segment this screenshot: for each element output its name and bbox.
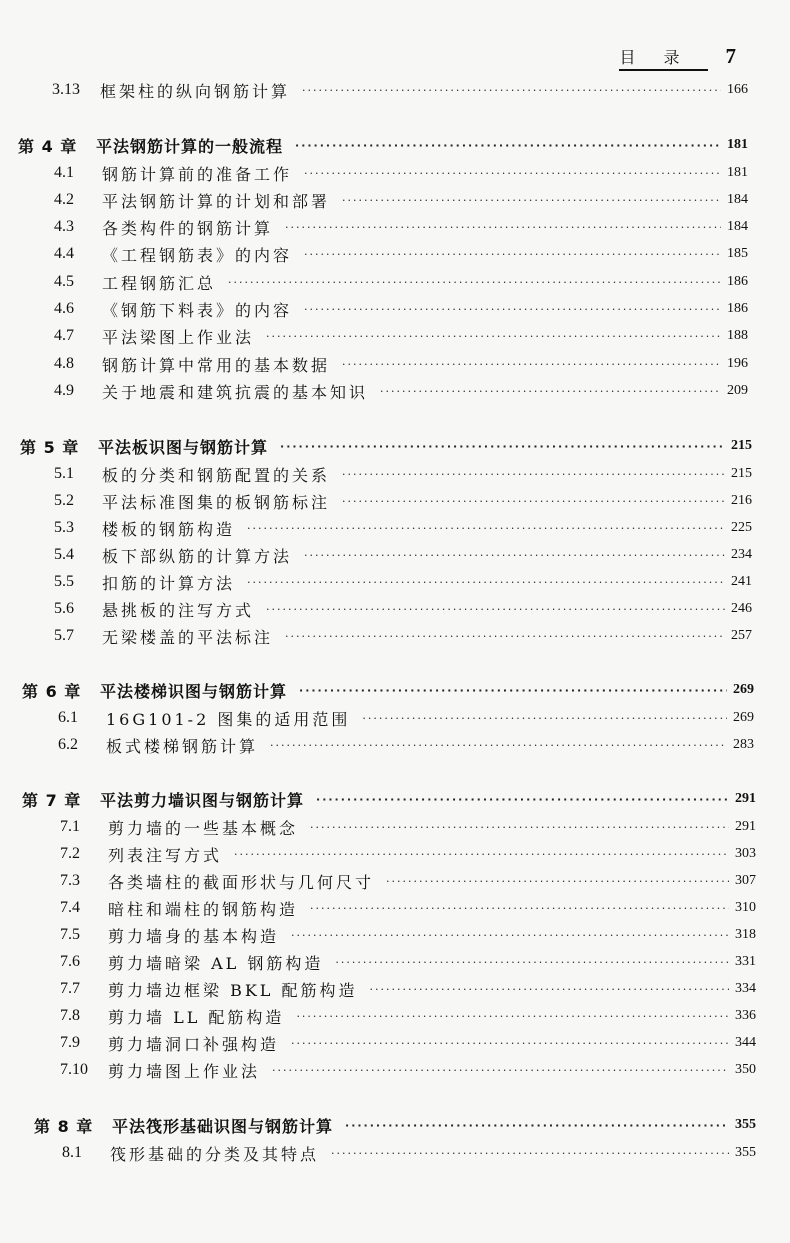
- dot-leader: [342, 495, 725, 508]
- dot-leader: [266, 603, 725, 616]
- toc-chapter[interactable]: [20, 433, 752, 459]
- toc-entry[interactable]: [54, 214, 748, 240]
- section-title: 平法标准图集的板钢筋标注: [102, 492, 331, 512]
- page-ref: 225: [731, 520, 752, 535]
- section-number: 5.3: [54, 519, 74, 536]
- toc-entry[interactable]: [54, 323, 748, 349]
- dot-leader: [272, 1064, 729, 1077]
- toc-entry[interactable]: [54, 160, 748, 186]
- chapter-title: 平法钢筋计算的一般流程: [96, 136, 284, 156]
- page-number: 7: [725, 44, 736, 68]
- section-title: 钢筋计算中常用的基本数据: [102, 355, 331, 375]
- toc-entry[interactable]: [52, 77, 748, 103]
- running-title: 目录: [619, 45, 707, 71]
- toc-entry[interactable]: [60, 949, 756, 975]
- page-ref: 181: [727, 165, 748, 180]
- toc-entry[interactable]: [54, 542, 752, 568]
- page-ref: 188: [727, 328, 748, 343]
- toc-entry[interactable]: [60, 922, 756, 948]
- dot-leader: [370, 983, 729, 996]
- section-title: 平法梁图上作业法: [102, 327, 255, 347]
- page-ref: 184: [727, 192, 748, 207]
- dot-leader: [316, 793, 729, 806]
- section-title: 剪力墙的一些基本概念: [108, 818, 299, 838]
- toc-entry[interactable]: [54, 569, 752, 595]
- section-title: 剪力墙暗梁 AL 钢筋构造: [108, 953, 324, 973]
- section-title: 板式楼梯钢筋计算: [106, 736, 259, 756]
- section-title: 剪力墙图上作业法: [108, 1061, 261, 1081]
- section-title: 各类构件的钢筋计算: [102, 218, 274, 238]
- page-ref: 303: [735, 846, 756, 861]
- toc-entry[interactable]: [54, 269, 748, 295]
- chapter-number: 第 7 章: [22, 790, 82, 810]
- toc-entry[interactable]: [58, 732, 754, 758]
- toc-entry[interactable]: [54, 296, 748, 322]
- page-ref: 334: [735, 981, 756, 996]
- section-title: 《钢筋下料表》的内容: [102, 300, 293, 320]
- page-ref: 181: [727, 137, 748, 152]
- toc-chapter[interactable]: [34, 1112, 756, 1138]
- dot-leader: [342, 194, 721, 207]
- dot-leader: [310, 902, 729, 915]
- section-title: 暗柱和端柱的钢筋构造: [108, 899, 299, 919]
- toc-entry[interactable]: [60, 868, 756, 894]
- section-title: 剪力墙身的基本构造: [108, 926, 280, 946]
- page-ref: 186: [727, 274, 748, 289]
- page-ref: 283: [733, 737, 754, 752]
- section-title: 16G101-2 图集的适用范围: [106, 709, 351, 729]
- toc-entry[interactable]: [54, 187, 748, 213]
- section-number: 7.10: [60, 1061, 88, 1078]
- section-title: 剪力墙 LL 配筋构造: [108, 1007, 285, 1027]
- page-ref: 166: [727, 82, 748, 97]
- section-number: 6.1: [58, 709, 78, 726]
- section-title: 列表注写方式: [108, 845, 223, 865]
- page-ref: 215: [731, 466, 752, 481]
- section-title: 各类墙柱的截面形状与几何尺寸: [108, 872, 375, 892]
- toc-chapter[interactable]: [22, 786, 756, 812]
- chapter-title: 平法板识图与钢筋计算: [98, 437, 269, 457]
- page-ref: 350: [735, 1062, 756, 1077]
- toc-entry[interactable]: [60, 895, 756, 921]
- section-number: 7.9: [60, 1034, 80, 1051]
- dot-leader: [299, 684, 727, 697]
- section-number: 4.3: [54, 218, 74, 235]
- dot-leader: [335, 956, 729, 969]
- dot-leader: [295, 139, 721, 152]
- dot-leader: [266, 330, 721, 343]
- dot-leader: [380, 385, 721, 398]
- section-number: 5.5: [54, 573, 74, 590]
- section-title: 平法钢筋计算的计划和部署: [102, 191, 331, 211]
- page-ref: 215: [731, 438, 752, 453]
- section-number: 5.6: [54, 600, 74, 617]
- toc-entry[interactable]: [54, 378, 748, 404]
- page-ref: 196: [727, 356, 748, 371]
- section-title: 关于地震和建筑抗震的基本知识: [102, 382, 369, 402]
- toc-entry[interactable]: [62, 1140, 756, 1166]
- section-number: 6.2: [58, 736, 78, 753]
- dot-leader: [285, 221, 721, 234]
- section-number: 5.7: [54, 627, 74, 644]
- page-ref: 291: [735, 819, 756, 834]
- section-number: 8.1: [62, 1144, 82, 1161]
- dot-leader: [342, 358, 721, 371]
- section-title: 悬挑板的注写方式: [102, 600, 255, 620]
- toc-chapter[interactable]: [18, 132, 748, 158]
- toc-entry[interactable]: [54, 488, 752, 514]
- toc-entry[interactable]: [58, 705, 754, 731]
- chapter-title: 平法剪力墙识图与钢筋计算: [100, 790, 305, 810]
- section-number: 3.13: [52, 81, 80, 98]
- dot-leader: [247, 522, 725, 535]
- section-title: 剪力墙洞口补强构造: [108, 1034, 280, 1054]
- page-ref: 336: [735, 1008, 756, 1023]
- toc-chapter[interactable]: [22, 677, 754, 703]
- section-number: 7.5: [60, 926, 80, 943]
- page-ref: 355: [735, 1117, 756, 1132]
- chapter-title: 平法筏形基础识图与钢筋计算: [112, 1116, 334, 1136]
- section-number: 7.2: [60, 845, 80, 862]
- section-number: 4.8: [54, 355, 74, 372]
- toc-entry[interactable]: [54, 515, 752, 541]
- section-number: 7.7: [60, 980, 80, 997]
- page-ref: 291: [735, 791, 756, 806]
- section-title: 板下部纵筋的计算方法: [102, 546, 293, 566]
- section-number: 4.5: [54, 273, 74, 290]
- dot-leader: [280, 440, 725, 453]
- page-ref: 344: [735, 1035, 756, 1050]
- toc-entry[interactable]: [60, 1003, 756, 1029]
- dot-leader: [342, 468, 725, 481]
- page-ref: 185: [727, 246, 748, 261]
- toc-entry[interactable]: [54, 623, 752, 649]
- dot-leader: [228, 276, 721, 289]
- page-ref: 269: [733, 682, 754, 697]
- section-number: 5.4: [54, 546, 74, 563]
- section-title: 楼板的钢筋构造: [102, 519, 236, 539]
- page-header: [619, 44, 736, 71]
- chapter-number: 第 6 章: [22, 681, 82, 701]
- section-title: 筏形基础的分类及其特点: [110, 1144, 320, 1164]
- dot-leader: [304, 167, 721, 180]
- page-ref: 310: [735, 900, 756, 915]
- section-title: 框架柱的纵向钢筋计算: [100, 81, 291, 101]
- dot-leader: [291, 1037, 729, 1050]
- chapter-number: 第 4 章: [18, 136, 78, 156]
- dot-leader: [247, 576, 725, 589]
- page-ref: 246: [731, 601, 752, 616]
- section-title: 《工程钢筋表》的内容: [102, 245, 293, 265]
- toc-entry[interactable]: [60, 841, 756, 867]
- dot-leader: [270, 739, 727, 752]
- dot-leader: [302, 84, 721, 97]
- dot-leader: [304, 549, 725, 562]
- section-number: 4.4: [54, 245, 74, 262]
- dot-leader: [362, 712, 727, 725]
- dot-leader: [234, 848, 729, 861]
- page-ref: 184: [727, 219, 748, 234]
- toc-entry[interactable]: [54, 351, 748, 377]
- section-number: 4.1: [54, 164, 74, 181]
- section-title: 无梁楼盖的平法标注: [102, 627, 274, 647]
- section-number: 4.2: [54, 191, 74, 208]
- chapter-title: 平法楼梯识图与钢筋计算: [100, 681, 288, 701]
- page-ref: 209: [727, 383, 748, 398]
- page-ref: 216: [731, 493, 752, 508]
- section-number: 7.8: [60, 1007, 80, 1024]
- dot-leader: [331, 1147, 729, 1160]
- toc-entry[interactable]: [54, 241, 748, 267]
- page-ref: 307: [735, 873, 756, 888]
- section-number: 5.2: [54, 492, 74, 509]
- section-title: 扣筋的计算方法: [102, 573, 236, 593]
- page-ref: 234: [731, 547, 752, 562]
- page-ref: 355: [735, 1145, 756, 1160]
- dot-leader: [285, 630, 725, 643]
- page-ref: 257: [731, 628, 752, 643]
- section-number: 4.9: [54, 382, 74, 399]
- page-ref: 241: [731, 574, 752, 589]
- dot-leader: [304, 303, 721, 316]
- section-title: 板的分类和钢筋配置的关系: [102, 465, 331, 485]
- toc-entry[interactable]: [60, 814, 756, 840]
- section-number: 4.6: [54, 300, 74, 317]
- section-number: 7.6: [60, 953, 80, 970]
- toc-entry[interactable]: [60, 1057, 756, 1083]
- page-ref: 318: [735, 927, 756, 942]
- page-ref: 331: [735, 954, 756, 969]
- dot-leader: [386, 875, 729, 888]
- dot-leader: [345, 1119, 729, 1132]
- section-number: 5.1: [54, 465, 74, 482]
- chapter-number: 第 8 章: [34, 1116, 94, 1136]
- dot-leader: [304, 248, 721, 261]
- toc-entry[interactable]: [54, 461, 752, 487]
- section-number: 7.3: [60, 872, 80, 889]
- section-title: 工程钢筋汇总: [102, 273, 217, 293]
- page-ref: 269: [733, 710, 754, 725]
- dot-leader: [296, 1010, 729, 1023]
- section-number: 7.4: [60, 899, 80, 916]
- toc-entry[interactable]: [60, 976, 756, 1002]
- section-title: 钢筋计算前的准备工作: [102, 164, 293, 184]
- page-ref: 186: [727, 301, 748, 316]
- section-number: 7.1: [60, 818, 80, 835]
- toc-entry[interactable]: [60, 1030, 756, 1056]
- dot-leader: [291, 929, 729, 942]
- toc-entry[interactable]: [54, 596, 752, 622]
- dot-leader: [310, 821, 729, 834]
- section-title: 剪力墙边框梁 BKL 配筋构造: [108, 980, 358, 1000]
- section-number: 4.7: [54, 327, 74, 344]
- chapter-number: 第 5 章: [20, 437, 80, 457]
